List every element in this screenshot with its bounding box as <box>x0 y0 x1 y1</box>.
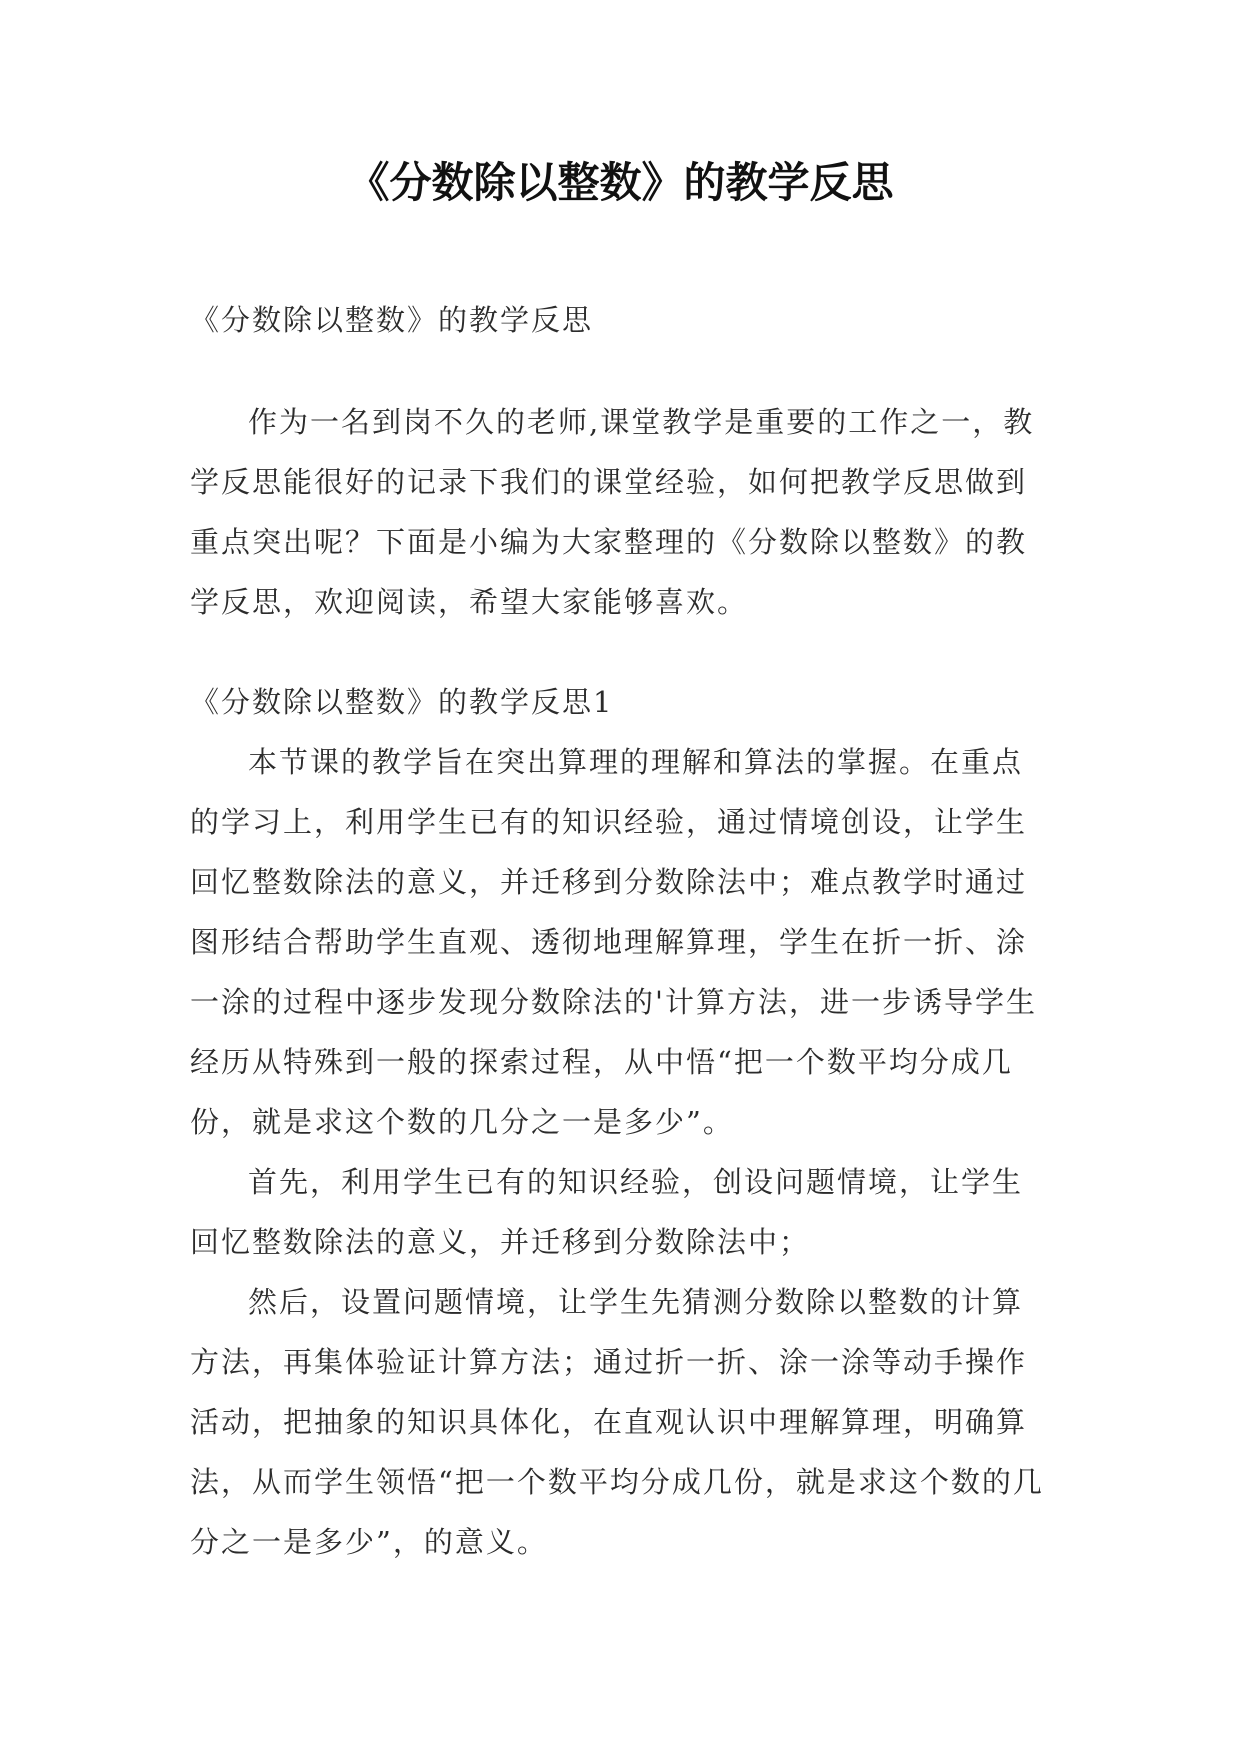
paragraph-spacer <box>190 350 1050 392</box>
intro-paragraph: 作为一名到岗不久的老师,课堂教学是重要的工作之一，教学反思能很好的记录下我们的课堂经验，如何把教学反思做到重点突出呢？下面是小编为大家整理的《分数除以整数》的教学反思，欢迎阅读，希望大家能够喜欢。 <box>190 405 1035 619</box>
body-paragraph: 本节课的教学旨在突出算理的理解和算法的掌握。在重点的学习上，利用学生已有的知识经验，通过情境创设，让学生回忆整数除法的意义，并迁移到分数除法中；难点教学时通过图形结合帮助学生直观、透彻地理解算理，学生在折一折、涂一涂的过程中逐步发现分数除法的'计算方法，进一步诱导学生经历从特殊到一般的探索过程，从中悟“把一个数平均分成几份，就是求这个数的几分之一是多少”。 <box>190 745 1037 1139</box>
body-paragraph: 首先，利用学生已有的知识经验，创设问题情境，让学生回忆整数除法的意义，并迁移到分数除法中； <box>190 1165 1024 1259</box>
paragraph-spacer <box>190 632 1050 672</box>
section-heading: 《分数除以整数》的教学反思1 <box>190 685 614 719</box>
document-subtitle: 《分数除以整数》的教学反思 <box>190 303 594 337</box>
body-paragraph: 然后，设置问题情境，让学生先猜测分数除以整数的计算方法，再集体验证计算方法；通过折一折、涂一涂等动手操作活动，把抽象的知识具体化，在直观认识中理解算理，明确算法，从而学生领悟“把一个数平均分成几份，就是求这个数的几分之一是多少”，的意义。 <box>190 1285 1044 1559</box>
document-title: 《分数除以整数》的教学反思 <box>347 158 894 207</box>
document-body <box>190 290 1050 1572</box>
